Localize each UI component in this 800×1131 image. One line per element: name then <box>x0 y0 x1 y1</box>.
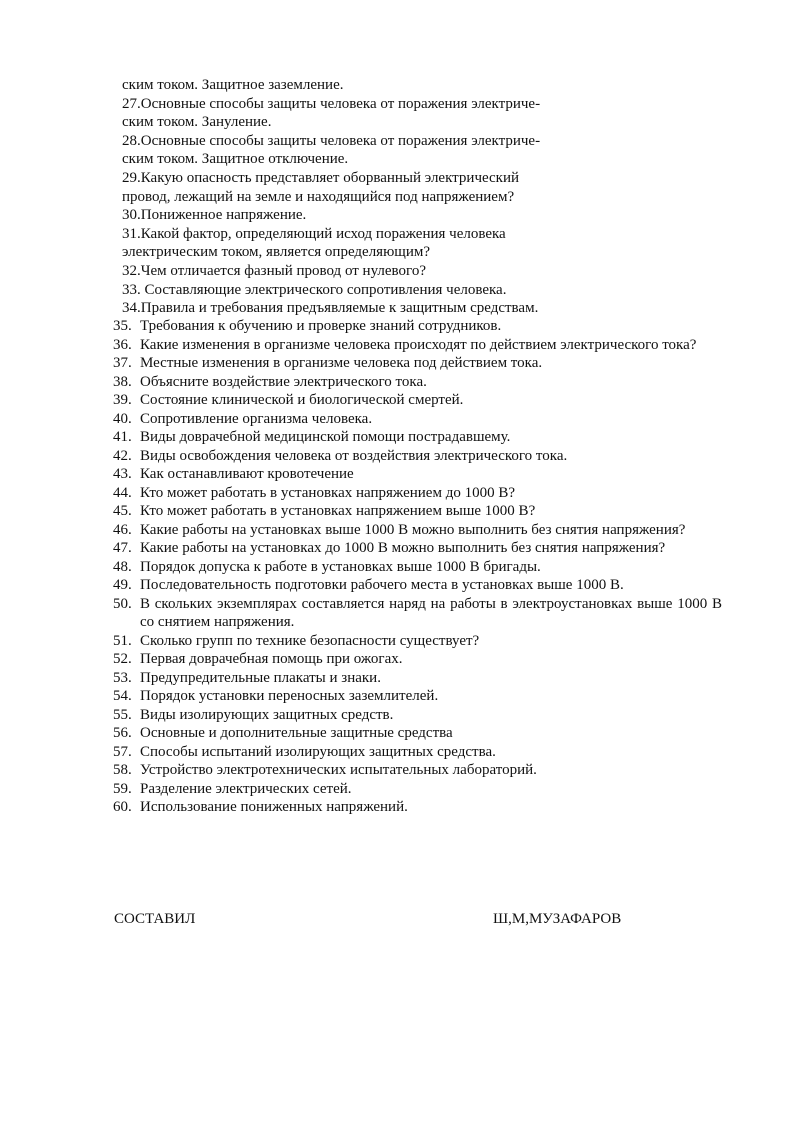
item-text: Местные изменения в организме человека под действием тока. <box>140 355 543 371</box>
item-number: 50. <box>113 595 132 612</box>
item-number: 56. <box>113 725 132 741</box>
list-item <box>113 502 722 521</box>
list-item <box>113 391 722 410</box>
list-item <box>113 558 722 577</box>
intro-line: 28.Основные способы защиты человека от поражения электриче- <box>122 132 541 149</box>
item-text: Последовательность подготовки рабочего места в установках выше 1000 В. <box>140 577 624 593</box>
item-number: 35. <box>113 318 132 334</box>
item-text: Какие работы на установках выше 1000 В можно выполнить без снятия напряжения? <box>140 521 686 538</box>
list-item <box>113 687 722 706</box>
item-text: Какие изменения в организме человека происходят по действием электрического тока? <box>140 336 697 353</box>
item-text: Как останавливают кровотечение <box>140 466 354 482</box>
intro-line: 30.Пониженное напряжение. <box>122 207 307 224</box>
list-item <box>113 410 722 429</box>
item-text: Способы испытаний изолирующих защитных средства. <box>140 743 496 760</box>
list-item <box>113 354 722 373</box>
item-text: Разделение электрических сетей. <box>140 780 352 797</box>
item-text: Виды доврачебной медицинской помощи пострадавшему. <box>140 429 511 445</box>
item-number: 45. <box>113 503 132 519</box>
item-text: Кто может работать в установках напряжением до 1000 В? <box>140 484 515 501</box>
list-item <box>113 632 722 651</box>
item-number: 47. <box>113 540 132 556</box>
list-item <box>113 595 722 632</box>
item-text: Сколько групп по технике безопасности существует? <box>140 632 480 649</box>
intro-line: 32.Чем отличается фазный провод от нулевого? <box>122 262 426 279</box>
item-number: 46. <box>113 521 132 538</box>
item-text: Виды освобождения человека от воздействия электрического тока. <box>140 447 568 464</box>
item-number: 49. <box>113 577 132 593</box>
item-number: 43. <box>113 466 132 482</box>
intro-line: электрическим током, является определяющим? <box>122 244 431 261</box>
item-text: В скольких экземплярах составляется наряд на работы в электроустановках выше 1000 В со снятием напряжения. <box>140 595 722 630</box>
list-item <box>113 780 722 799</box>
list-item <box>113 428 722 447</box>
item-text: Порядок установки переносных заземлителей. <box>140 688 439 704</box>
list-item <box>113 706 722 725</box>
list-item <box>113 761 722 780</box>
item-number: 38. <box>113 373 132 390</box>
intro-line: ским током. Защитное заземление. <box>122 77 344 93</box>
list-item <box>113 373 722 392</box>
intro-line: 34.Правила и требования предъявляемые к защитным средствам. <box>122 300 539 317</box>
item-text: Основные и дополнительные защитные средства <box>140 725 453 741</box>
list-item <box>113 521 722 540</box>
item-text: Объясните воздействие электрического тока. <box>140 373 427 390</box>
item-text: Первая доврачебная помощь при ожогах. <box>140 651 403 667</box>
item-text: Использование пониженных напряжений. <box>140 799 408 815</box>
intro-line: 27.Основные способы защиты человека от поражения электриче- <box>122 95 541 112</box>
list-item <box>113 743 722 762</box>
list-item <box>113 484 722 503</box>
item-text: Устройство электротехнических испытательных лабораторий. <box>140 762 537 778</box>
item-number: 57. <box>113 743 132 760</box>
item-number: 42. <box>113 447 132 464</box>
item-number: 39. <box>113 392 132 408</box>
item-number: 54. <box>113 688 132 704</box>
item-text: Состояние клинической и биологической смертей. <box>140 392 464 408</box>
item-text: Порядок допуска к работе в установках выше 1000 В бригады. <box>140 558 541 575</box>
intro-line: ским током. Защитное отключение. <box>122 151 349 168</box>
list-item <box>113 447 722 466</box>
item-number: 44. <box>113 484 132 501</box>
list-item <box>113 539 722 558</box>
item-text: Кто может работать в установках напряжением выше 1000 В? <box>140 503 536 519</box>
author-name: Ш,М,МУЗАФАРОВ <box>493 911 622 927</box>
item-number: 41. <box>113 429 132 445</box>
item-number: 37. <box>113 355 132 371</box>
item-number: 59. <box>113 780 132 797</box>
intro-line: 33. Составляющие электрического сопротивления человека. <box>122 281 507 298</box>
item-number: 48. <box>113 558 132 575</box>
list-item <box>113 650 722 669</box>
item-number: 52. <box>113 651 132 667</box>
intro-line: 31.Какой фактор, определяющий исход поражения человека <box>122 225 506 242</box>
item-number: 58. <box>113 762 132 778</box>
list-item <box>113 798 722 817</box>
intro-line: 29.Какую опасность представляет оборванный электрический <box>122 169 520 186</box>
item-number: 60. <box>113 799 132 815</box>
intro-line: провод, лежащий на земле и находящийся под напряжением? <box>122 188 515 205</box>
item-number: 51. <box>113 632 132 649</box>
list-item <box>113 465 722 484</box>
item-text: Виды изолирующих защитных средств. <box>140 706 394 723</box>
compiled-by-label: СОСТАВИЛ <box>114 911 196 927</box>
intro-questions-block <box>122 76 682 318</box>
list-item <box>113 317 722 336</box>
list-item <box>113 576 722 595</box>
item-text: Требования к обучению и проверке знаний сотрудников. <box>140 318 502 334</box>
item-text: Сопротивление организма человека. <box>140 410 373 427</box>
item-number: 40. <box>113 410 132 427</box>
numbered-questions-list <box>113 317 722 817</box>
list-item <box>113 724 722 743</box>
item-text: Какие работы на установках до 1000 В можно выполнить без снятия напряжения? <box>140 540 666 556</box>
item-number: 36. <box>113 336 132 353</box>
item-number: 55. <box>113 706 132 723</box>
list-item <box>113 336 722 355</box>
item-number: 53. <box>113 669 132 686</box>
intro-line: ским током. Зануление. <box>122 114 272 131</box>
list-item <box>113 669 722 688</box>
item-text: Предупредительные плакаты и знаки. <box>140 669 381 686</box>
